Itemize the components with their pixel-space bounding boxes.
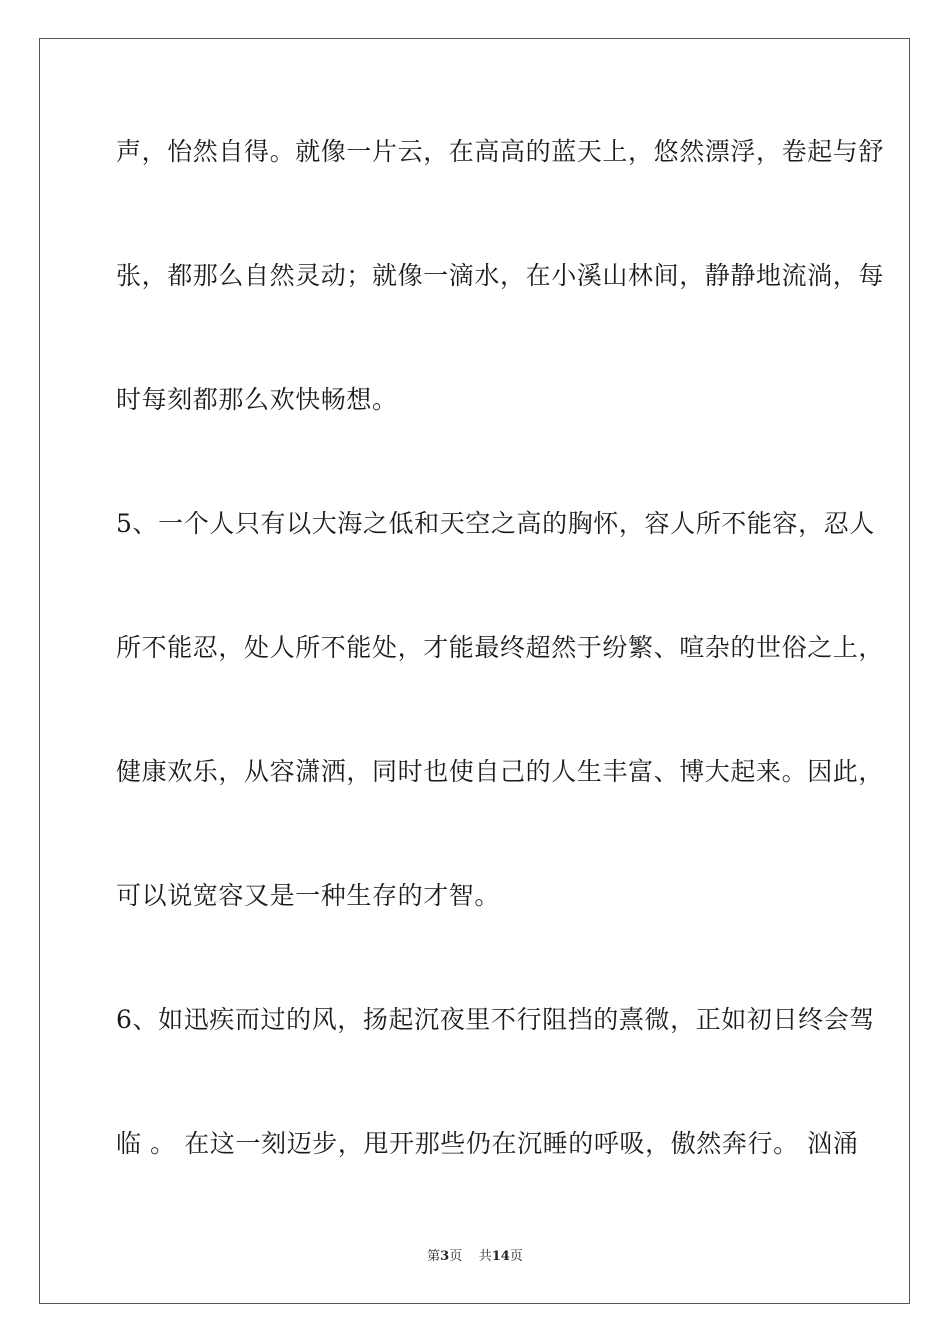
page-prefix: 第	[427, 1249, 441, 1264]
paragraph-line: 所不能忍，处人所不能处，才能最终超然于纷繁、喧杂的世俗之上，	[116, 633, 885, 662]
page-number: 3	[440, 1249, 450, 1264]
page-border	[39, 38, 910, 1304]
paragraph-line: 5、一个人只有以大海之低和天空之高的胸怀，容人所不能容，忍人	[116, 509, 875, 538]
paragraph-line: 声，怡然自得。就像一片云，在高高的蓝天上，悠然漂浮，卷起与舒	[116, 137, 885, 166]
page-suffix: 页	[449, 1249, 463, 1264]
paragraph-line: 时每刻都那么欢快畅想。	[116, 385, 398, 414]
paragraph-line: 健康欢乐，从容潇洒，同时也使自己的人生丰富、博大起来。因此，	[116, 757, 885, 786]
total-suffix: 页	[509, 1249, 523, 1264]
paragraph-line: 张，都那么自然灵动；就像一滴水，在小溪山林间，静静地流淌，每	[116, 261, 885, 290]
total-pages: 14	[491, 1249, 510, 1264]
paragraph-line: 可以说宽容又是一种生存的才智。	[116, 881, 501, 910]
total-prefix: 共	[478, 1249, 492, 1264]
paragraph-line: 6、如迅疾而过的风，扬起沉夜里不行阻挡的熹微，正如初日终会驾	[116, 1005, 875, 1034]
page-footer	[0, 1248, 950, 1266]
paragraph-line: 临 。 在这一刻迈步，甩开那些仍在沉睡的呼吸，傲然奔行。 汹涌	[116, 1129, 859, 1158]
